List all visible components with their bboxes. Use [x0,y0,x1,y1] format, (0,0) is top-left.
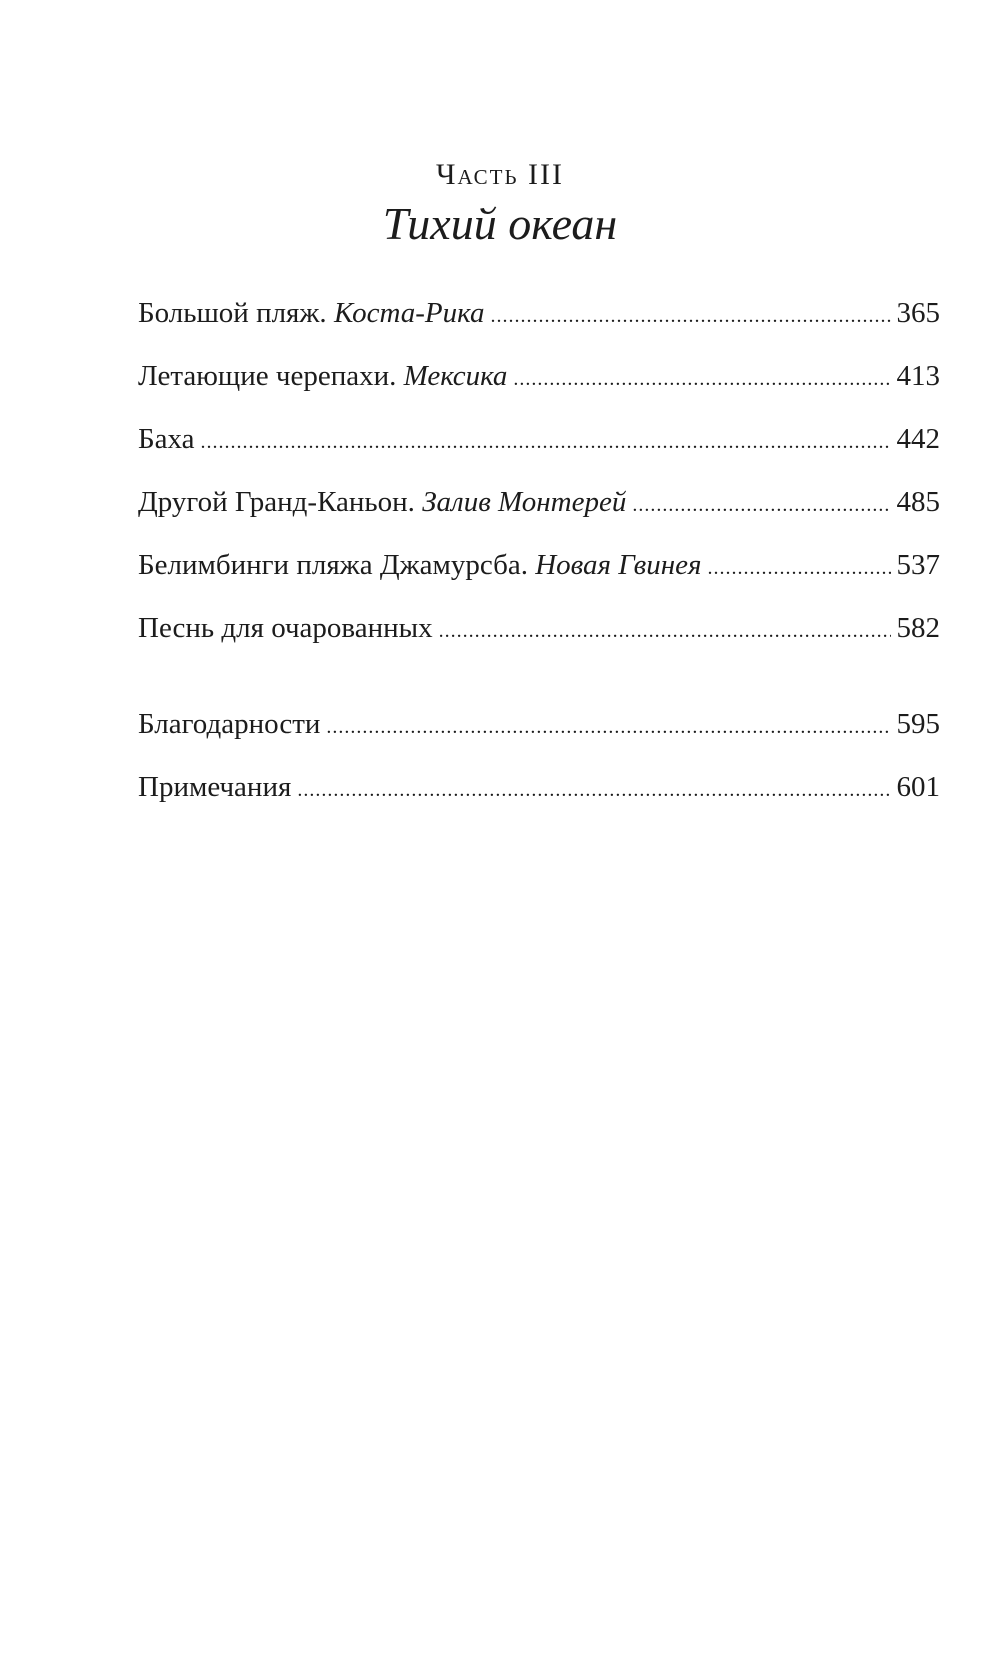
toc-entry[interactable] [138,297,940,360]
toc-entry-place: Мексика [403,360,508,392]
toc-entry-page: 595 [896,708,940,740]
toc-entry-page: 365 [896,297,940,329]
dot-leader [297,779,890,802]
toc-entry-title: Благодарности [138,708,321,740]
part-label: Часть III [436,158,564,191]
dot-leader [201,431,891,454]
toc-entry[interactable] [138,486,940,549]
toc-entry-page: 537 [896,549,940,581]
toc-entry[interactable] [138,708,940,771]
toc-entry-title: Примечания [138,771,292,803]
toc-entry-place: Новая Гвинея [535,549,702,581]
toc-entry-page: 601 [896,771,940,803]
toc-entry-place: Коста-Рика [333,297,485,329]
toc-entry-title: Баха [138,423,195,455]
toc-entry-page: 442 [896,423,940,455]
table-of-contents [138,297,940,675]
dot-leader [708,557,891,580]
toc-entry-title: Белимбинги пляжа Джамурсба. Новая Гвинея [138,549,702,581]
part-title: Тихий океан [382,198,618,249]
table-of-contents-back-matter [138,708,940,834]
dot-leader [513,368,890,391]
toc-entry-title: Песнь для очарованных [138,612,433,644]
toc-entry[interactable] [138,360,940,423]
toc-entry-page: 413 [896,360,940,392]
toc-entry[interactable] [138,423,940,486]
part-heading [0,158,1000,252]
dot-leader [632,494,890,517]
toc-entry-title: Летающие черепахи. Мексика [138,360,508,392]
toc-entry-page: 582 [896,612,940,644]
toc-entry[interactable] [138,771,940,834]
dot-leader [490,305,890,328]
toc-entry[interactable] [138,612,940,675]
toc-entry-page: 485 [896,486,940,518]
toc-entry[interactable] [138,549,940,612]
dot-leader [326,716,890,739]
dot-leader [439,620,891,643]
toc-entry-place: Залив Монтерей [422,486,627,518]
toc-entry-title: Другой Гранд-Каньон. Залив Монтерей [138,486,627,518]
toc-entry-title: Большой пляж. Коста-Рика [138,297,485,329]
